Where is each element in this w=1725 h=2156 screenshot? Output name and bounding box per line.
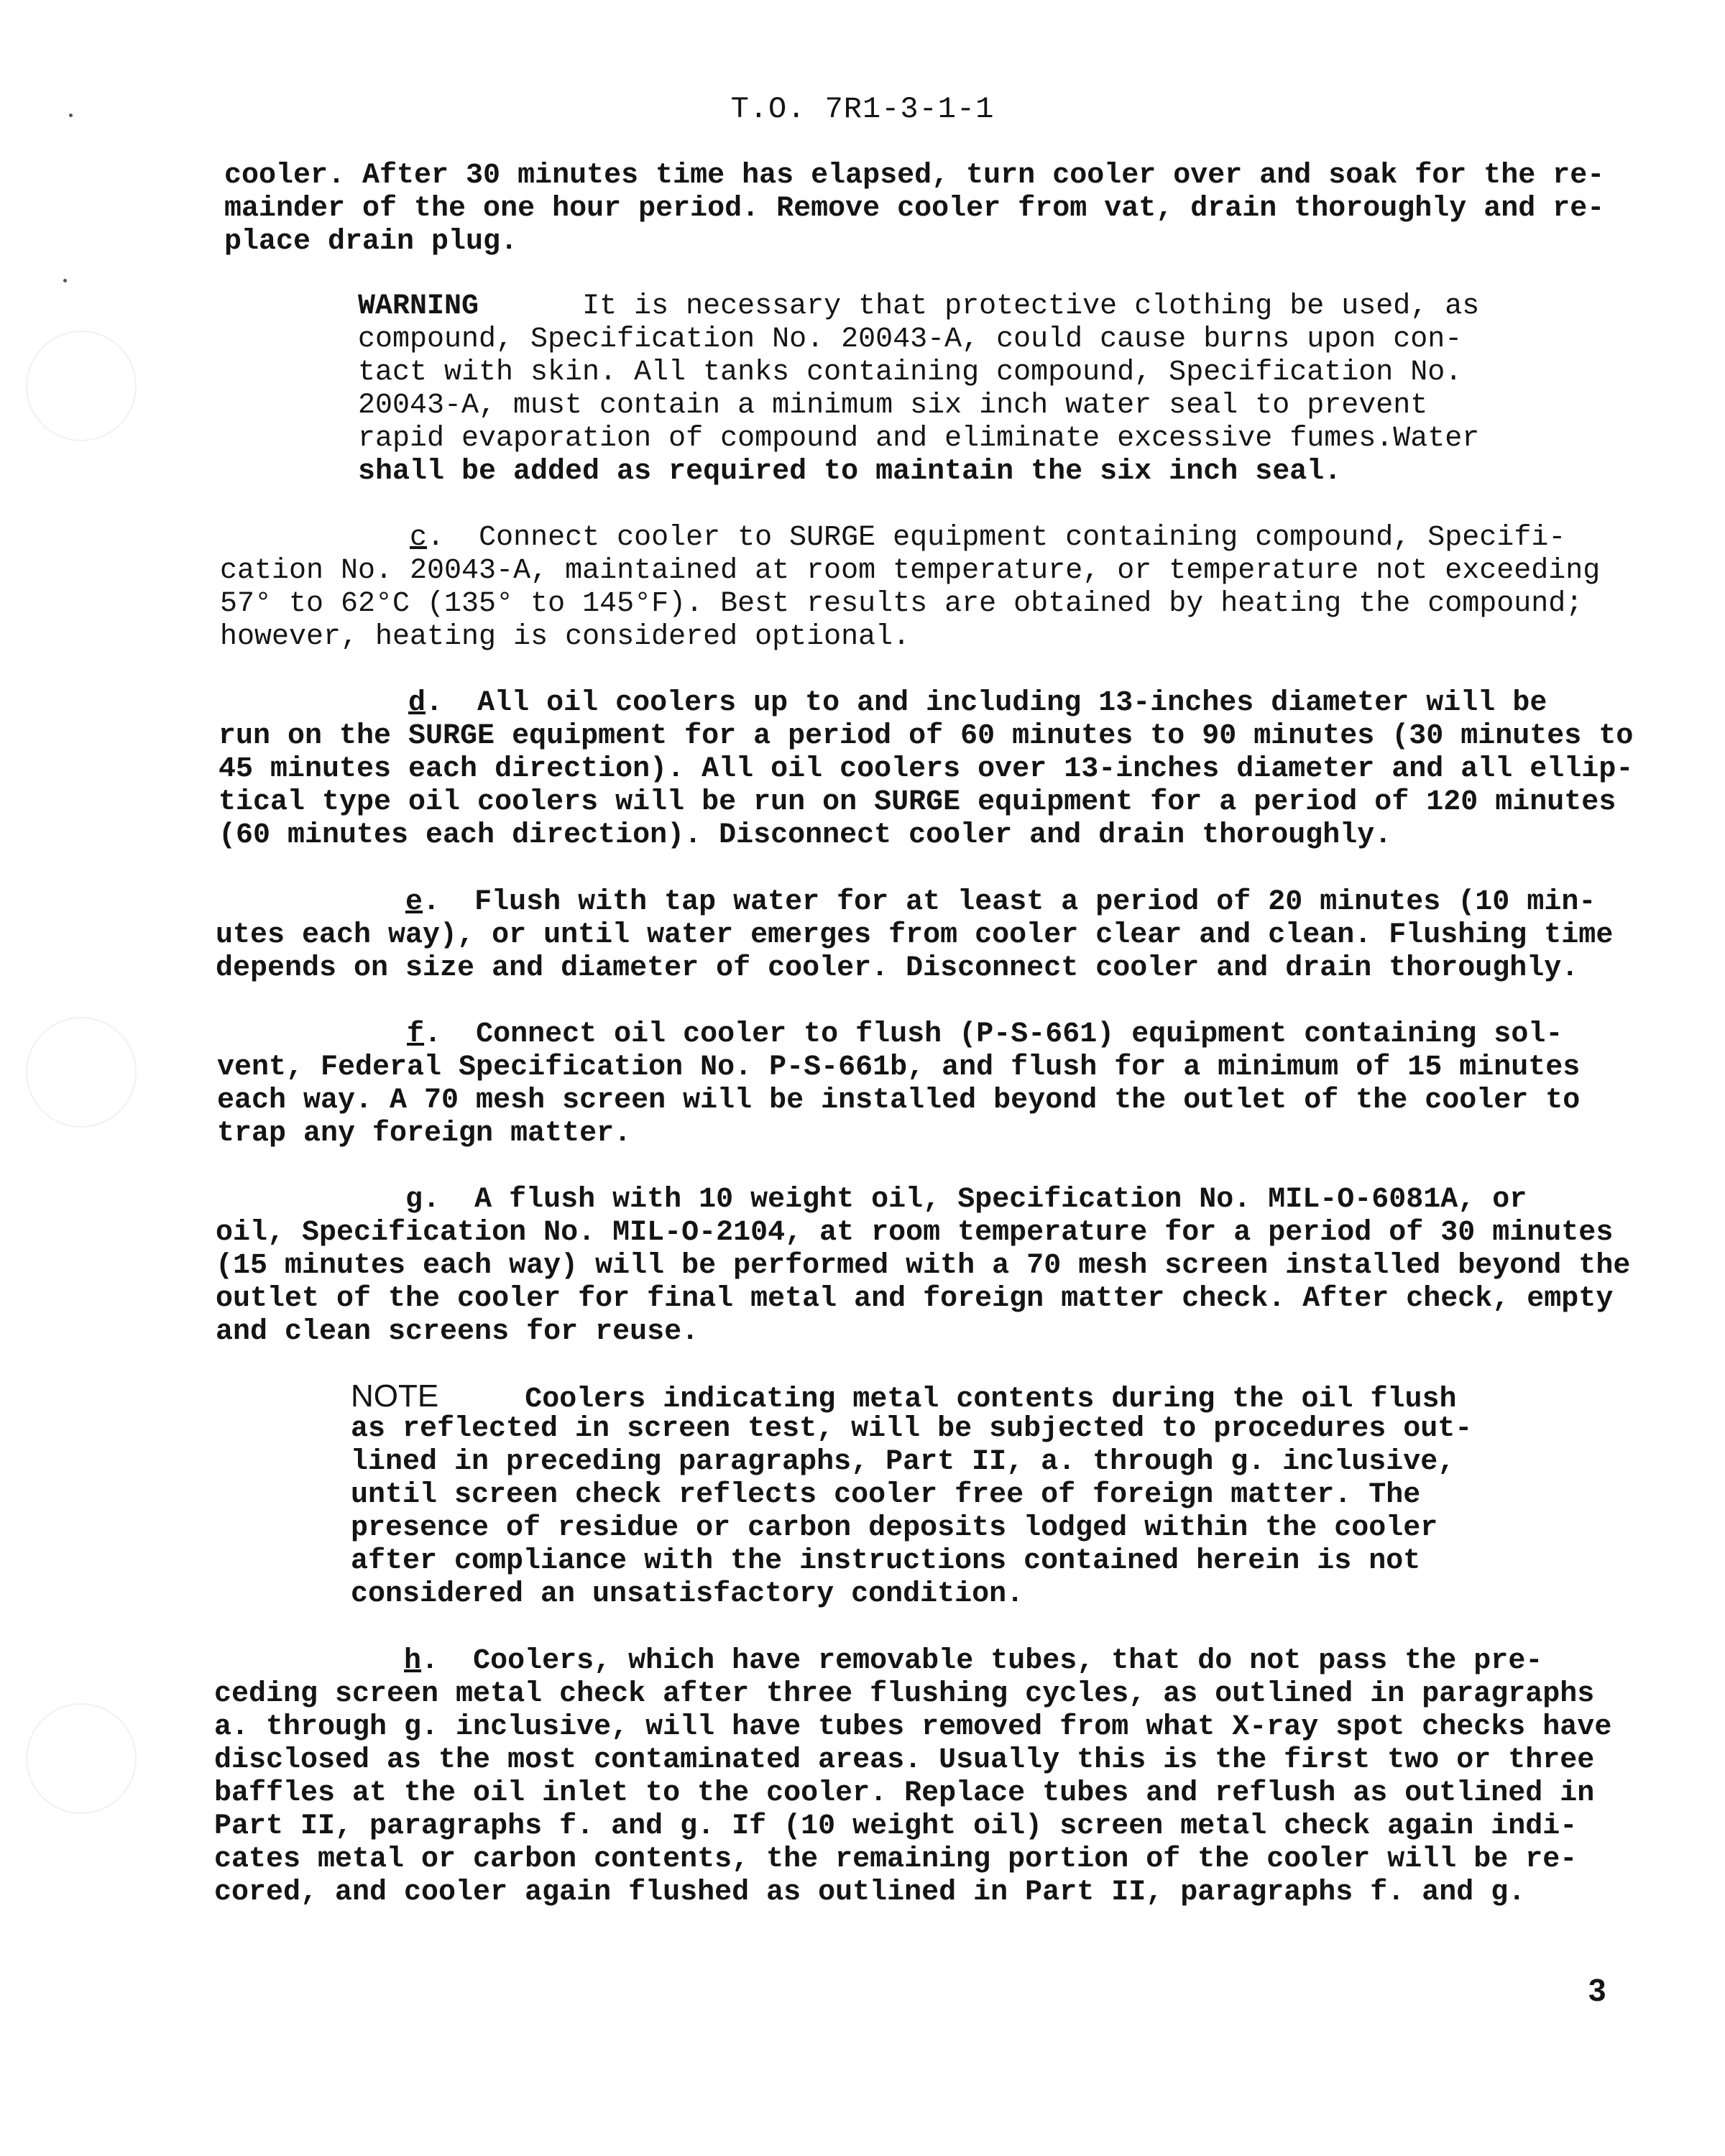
paragraph-label: d	[408, 687, 426, 719]
text-line: cates metal or carbon contents, the remaining portion of the cooler will be re-	[214, 1843, 1578, 1876]
paragraph-label: e	[405, 886, 423, 918]
punch-hole-mark	[26, 1703, 137, 1814]
text-line: All oil coolers up to and including 13-inches diameter will be	[477, 687, 1547, 719]
paragraph-f: f. Connect oil cooler to flush (P-S-661) equipment containing sol- vent, Federal Specification No. P-S-661b, and flush for a minimum of 15 minutes each way. A 70 mesh screen will be installed beyond the outlet of the cooler to trap any foreign matter.	[217, 1018, 1581, 1150]
paragraph-label: c	[410, 522, 428, 554]
text-line: vent, Federal Specification No. P-S-661b, and flush for a minimum of 15 minutes	[217, 1051, 1581, 1084]
text-line: Coolers indicating metal contents during the oil flush	[525, 1383, 1457, 1416]
text-line: shall be added as required to maintain the six inch seal.	[358, 456, 1342, 488]
text-line: (15 minutes each way) will be performed with a 70 mesh screen installed beyond the	[216, 1250, 1631, 1282]
text-line: (60 minutes each direction). Disconnect cooler and drain thoroughly.	[218, 819, 1392, 852]
punch-hole-mark	[26, 1017, 137, 1128]
scan-speck	[63, 279, 67, 282]
text-line: trap any foreign matter.	[217, 1118, 632, 1150]
text-line: presence of residue or carbon deposits lodged within the cooler	[351, 1512, 1438, 1544]
text-line: however, heating is considered optional.	[220, 621, 911, 653]
paragraph-h: h. Coolers, which have removable tubes, that do not pass the pre- ceding screen metal check after three flushing cycles, as outlined in paragraphs a. through g. inclusive, will have tubes removed from what X-ray spot checks have disclosed as the most contaminated areas. Usually this is the first two or three baffles at the oil inlet to the cooler. Replace tubes and reflush as outlined in Part II, paragraphs f. and g. If (10 weight oil) screen metal check again indi- cates metal or carbon contents, the remaining portion of the cooler will be re- cored, and cooler again flushed as outlined in Part II, paragraphs f. and g.	[214, 1645, 1612, 1909]
text-line: It is necessary that protective clothing be used, as	[582, 290, 1480, 323]
text-line: Coolers, which have removable tubes, that do not pass the pre-	[473, 1645, 1543, 1677]
text-line: A flush with 10 weight oil, Specification No. MIL-O-6081A, or	[474, 1184, 1527, 1216]
text-line: cooler. After 30 minutes time has elapsed, turn cooler over and soak for the re-	[224, 160, 1605, 192]
text-line: 20043-A, must contain a minimum six inch water seal to prevent	[358, 390, 1428, 422]
text-line: as reflected in screen test, will be subjected to procedures out-	[351, 1413, 1473, 1445]
text-line: until screen check reflects cooler free of foreign matter. The	[351, 1479, 1421, 1511]
text-line: tact with skin. All tanks containing compound, Specification No.	[358, 356, 1463, 389]
text-line: place drain plug.	[224, 226, 518, 258]
text-line: each way. A 70 mesh screen will be installed beyond the outlet of the cooler to	[217, 1084, 1581, 1117]
text-line: and clean screens for reuse.	[216, 1316, 699, 1348]
punch-hole-mark	[26, 331, 137, 441]
text-line: Connect cooler to SURGE equipment containing compound, Specifi-	[479, 522, 1566, 554]
text-line: considered an unsatisfactory condition.	[351, 1578, 1024, 1611]
paragraph-label: h	[404, 1645, 422, 1677]
paragraph-continuation	[224, 160, 1604, 259]
text-line: lined in preceding paragraphs, Part II, a. through g. inclusive,	[351, 1446, 1455, 1478]
text-line: Flush with tap water for at least a period of 20 minutes (10 min-	[474, 886, 1596, 918]
text-line: ceding screen metal check after three flushing cycles, as outlined in paragraphs	[214, 1678, 1595, 1710]
note-label: NOTE	[351, 1378, 439, 1414]
page-number: 3	[1588, 1973, 1606, 2008]
text-line: after compliance with the instructions contained herein is not	[351, 1545, 1421, 1577]
text-line: oil, Specification No. MIL-O-2104, at room temperature for a period of 30 minutes	[216, 1217, 1614, 1249]
paragraph-label: f	[407, 1018, 425, 1051]
text-line: outlet of the cooler for final metal and foreign matter check. After check, empty	[216, 1283, 1614, 1315]
text-line: Part II, paragraphs f. and g. If (10 weight oil) screen metal check again indi-	[214, 1810, 1578, 1843]
text-line: depends on size and diameter of cooler. Disconnect cooler and drain thoroughly.	[216, 952, 1579, 985]
text-line: 57° to 62°C (135° to 145°F). Best results are obtained by heating the compound;	[220, 588, 1583, 620]
paragraph-e: e. Flush with tap water for at least a period of 20 minutes (10 min- utes each way), or until water emerges from cooler clear and clean. Flushing time depends on size and diameter of cooler. Disconnect cooler and drain thoroughly.	[216, 886, 1614, 985]
text-line: a. through g. inclusive, will have tubes removed from what X-ray spot checks have	[214, 1711, 1612, 1743]
text-line: 45 minutes each direction). All oil coolers over 13-inches diameter and all ellip-	[218, 753, 1634, 786]
warning-label: WARNING	[358, 290, 479, 323]
warning-block	[358, 290, 1479, 489]
paragraph-c: c. Connect cooler to SURGE equipment containing compound, Specifi- cation No. 20043-A, maintained at room temperature, or temperature not exceeding 57° to 62°C (135° to 145°F). Best results are obtained by heating the compound; however, heating is considered optional.	[220, 522, 1601, 653]
text-line: cored, and cooler again flushed as outlined in Part II, paragraphs f. and g.	[214, 1876, 1526, 1909]
text-line: disclosed as the most contaminated areas. Usually this is the first two or three	[214, 1744, 1595, 1777]
document-number: T.O. 7R1-3-1-1	[730, 92, 995, 126]
note-block	[351, 1380, 1472, 1611]
text-line: utes each way), or until water emerges from cooler clear and clean. Flushing time	[216, 919, 1614, 952]
paragraph-g: g. A flush with 10 weight oil, Specification No. MIL-O-6081A, or oil, Specification No. MIL-O-2104, at room temperature for a period of 30 minutes (15 minutes each way) will be performed with a 70 mesh screen installed beyond the outlet of the cooler for final metal and foreign matter check. After check, empty and clean screens for reuse.	[216, 1184, 1631, 1348]
text-line: baffles at the oil inlet to the cooler. Replace tubes and reflush as outlined in	[214, 1777, 1595, 1810]
text-line: run on the SURGE equipment for a period of 60 minutes to 90 minutes (30 minutes to	[218, 720, 1634, 752]
paragraph-label: g	[405, 1184, 423, 1216]
paragraph-d: d. All oil coolers up to and including 13-inches diameter will be run on the SURGE equipment for a period of 60 minutes to 90 minutes (30 minutes to 45 minutes each direction). All oil coolers over 13-inches diameter and all ellip- tical type oil coolers will be run on SURGE equipment for a period of 120 minutes (60 minutes each direction). Disconnect cooler and drain thoroughly.	[218, 687, 1634, 852]
text-line: mainder of the one hour period. Remove cooler from vat, drain thoroughly and re-	[224, 193, 1605, 225]
text-line: cation No. 20043-A, maintained at room temperature, or temperature not exceeding	[220, 555, 1601, 587]
text-line: rapid evaporation of compound and eliminate excessive fumes.Water	[358, 423, 1480, 455]
text-line: compound, Specification No. 20043-A, could cause burns upon con-	[358, 323, 1463, 356]
text-line: tical type oil coolers will be run on SURGE equipment for a period of 120 minutes	[218, 786, 1616, 819]
text-line: Connect oil cooler to flush (P-S-661) equipment containing sol-	[476, 1018, 1563, 1051]
